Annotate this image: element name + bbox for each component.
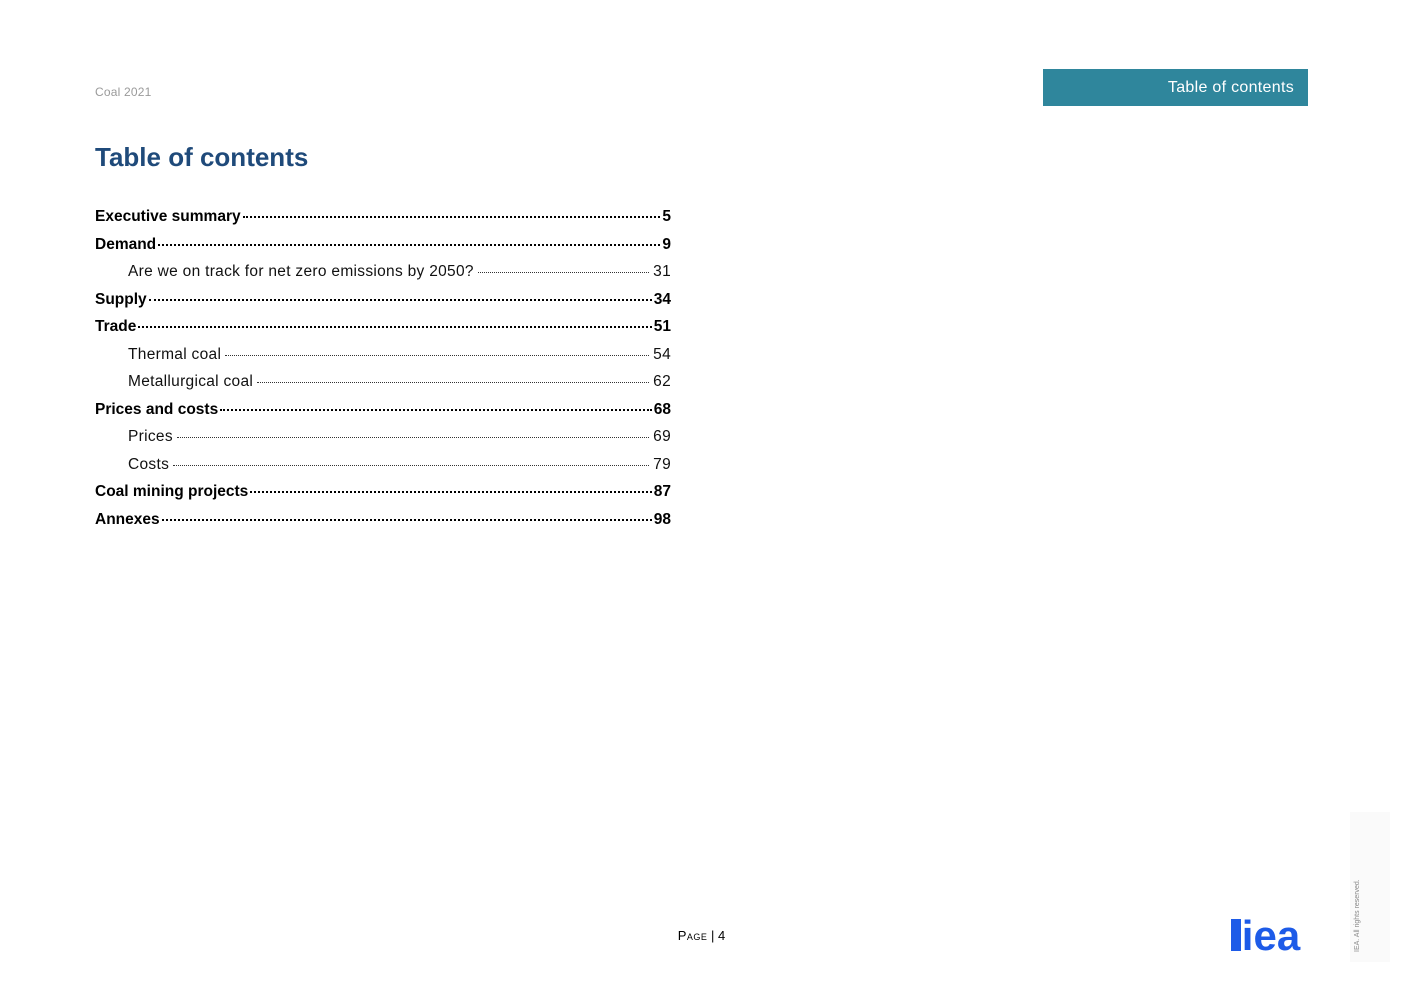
toc-entry[interactable] xyxy=(95,203,671,231)
toc-entry-label: Annexes xyxy=(95,510,160,528)
toc-dot-leader xyxy=(173,465,649,466)
page-separator: | xyxy=(711,928,715,943)
toc-entry-label: Prices and costs xyxy=(95,400,219,418)
page-label: Page xyxy=(677,928,708,943)
toc-entry-page: 31 xyxy=(653,263,671,280)
toc-dot-leader xyxy=(162,519,652,521)
toc-entry-page: 69 xyxy=(653,428,671,445)
page-number: 4 xyxy=(718,928,726,943)
toc-entry-label: Executive summary xyxy=(95,208,241,225)
rights-text: IEA. All rights reserved. xyxy=(1354,879,1361,952)
toc-entry-label: Thermal coal xyxy=(128,345,222,363)
table-of-contents xyxy=(95,203,671,533)
toc-entry-page: 54 xyxy=(653,345,671,363)
section-tab[interactable] xyxy=(1043,69,1308,106)
toc-entry-page: 34 xyxy=(653,290,671,308)
toc-dot-leader xyxy=(243,216,661,218)
toc-dot-leader xyxy=(177,437,649,438)
toc-entry-label: Prices xyxy=(128,428,173,445)
toc-entry-page: 5 xyxy=(662,208,671,225)
toc-dot-leader xyxy=(225,355,649,356)
section-tab-label: Table of contents xyxy=(1167,78,1294,96)
toc-entry-label: Are we on track for net zero emissions by 2050? xyxy=(128,263,474,280)
toc-entry-page: 79 xyxy=(653,455,671,473)
toc-entry-page: 87 xyxy=(653,483,671,500)
toc-entry[interactable] xyxy=(95,478,671,506)
toc-entry[interactable] xyxy=(95,451,671,479)
toc-entry-label: Trade xyxy=(95,318,137,335)
toc-entry[interactable] xyxy=(95,368,671,396)
toc-entry-label: Supply xyxy=(95,290,147,308)
toc-dot-leader xyxy=(138,326,651,328)
toc-entry-page: 62 xyxy=(653,373,671,390)
toc-entry-page: 68 xyxy=(653,400,671,418)
toc-entry[interactable] xyxy=(95,286,671,314)
running-head: Coal 2021 xyxy=(95,85,152,99)
toc-entry[interactable] xyxy=(95,423,671,451)
toc-entry-page: 98 xyxy=(653,510,671,528)
toc-entry-label: Metallurgical coal xyxy=(128,373,254,390)
iea-logo-icon xyxy=(1229,916,1309,952)
toc-entry[interactable] xyxy=(95,341,671,369)
toc-entry[interactable] xyxy=(95,231,671,259)
toc-entry[interactable] xyxy=(95,506,671,534)
rights-notice xyxy=(1350,812,1390,962)
toc-dot-leader xyxy=(250,491,651,493)
toc-dot-leader xyxy=(158,244,660,246)
logo-text: iea xyxy=(1241,916,1301,952)
toc-entry[interactable] xyxy=(95,258,671,286)
toc-entry-label: Coal mining projects xyxy=(95,483,249,500)
toc-entry[interactable] xyxy=(95,313,671,341)
page-footer xyxy=(0,928,1403,943)
toc-entry-label: Demand xyxy=(95,235,157,253)
toc-dot-leader xyxy=(257,382,649,383)
toc-entry-label: Costs xyxy=(128,455,170,473)
toc-dot-leader xyxy=(478,272,649,273)
page-title: Table of contents xyxy=(95,142,309,172)
toc-dot-leader xyxy=(149,299,652,301)
toc-entry[interactable] xyxy=(95,396,671,424)
toc-dot-leader xyxy=(220,409,652,411)
toc-entry-page: 9 xyxy=(662,235,671,253)
toc-entry-page: 51 xyxy=(653,318,671,335)
